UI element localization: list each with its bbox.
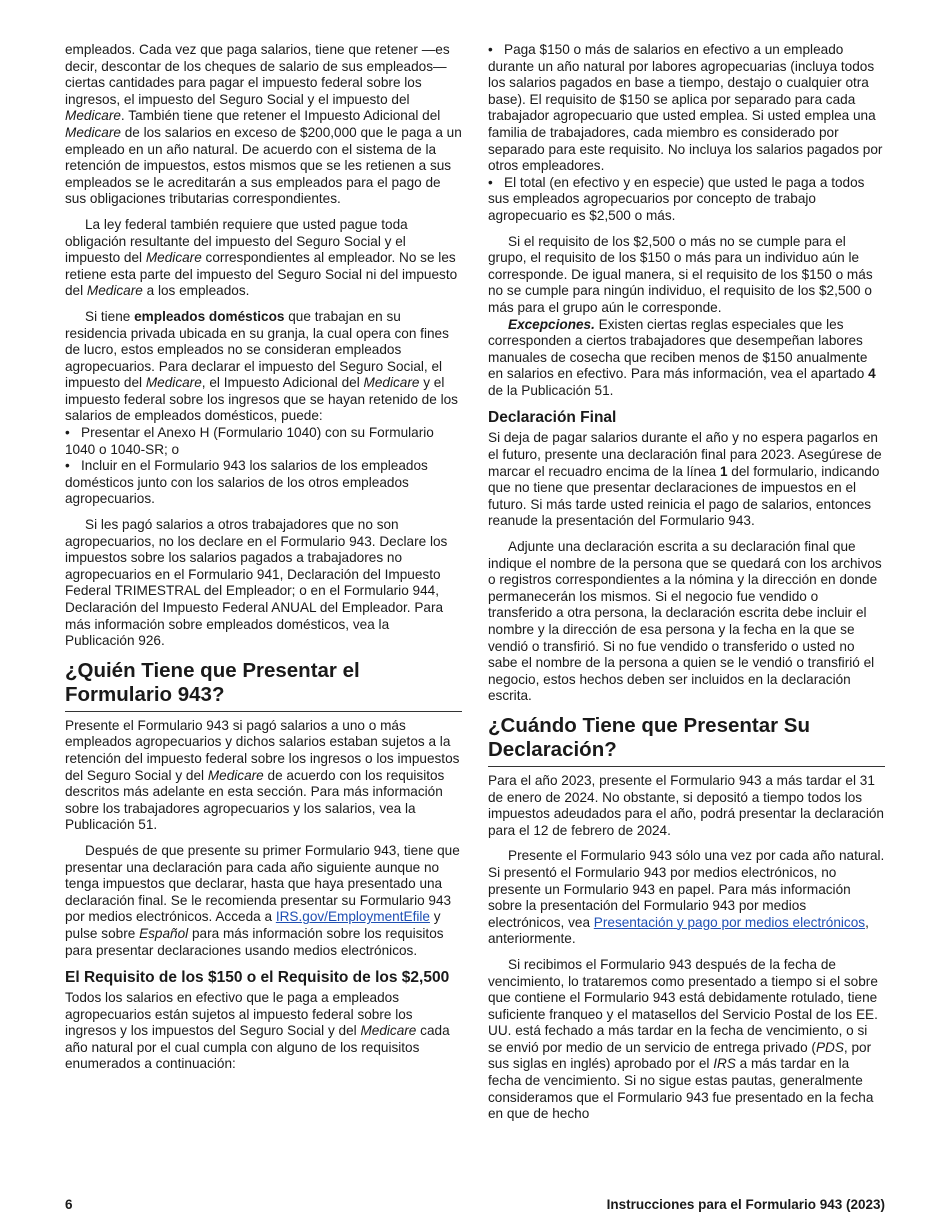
- bullet-icon: •: [65, 458, 70, 474]
- presentacion-pago-link[interactable]: Presentación y pago por medios electrónicos: [593, 914, 866, 930]
- right-column: [488, 42, 885, 1132]
- page-number: 6: [65, 1197, 73, 1212]
- paragraph-fecha-2023: Para el año 2023, presente el Formulario 943 a más tardar el 31 de enero de 2024. No obstante, si depositó a tiempo todos los impuestos adeudados para el año, podrá presentar la declaración para el 12 de febrero de 2024.: [488, 772, 884, 838]
- paragraph-no-agropecuarios: Si les pagó salarios a otros trabajadores que no son agropecuarios, no los declare en el Formulario 943. Declare los impuestos sobre los salarios pagados a trabajadores no agropecuarios en el Formulario 941, Declaración del Impuesto Federal TRIMESTRAL del Empleador; o en el Formulario 944, Declaración del Impuesto Federal ANUAL del Empleador. Para más información sobre empleados domésticos, vea la Publicación 926.: [65, 517, 448, 649]
- paragraph-presente-formulario: Presente el Formulario 943 si pagó salarios a uno o más empleados agropecuarios y dichos salarios estaban sujetos a la retención del impuesto federal sobre los ingresos o los impuestos del Seguro Social y del Medicare de acuerdo con los requisitos descritos más adelante en esta sección. Para más información sobre los trabajadores agropecuarios y los salarios, vea la Publicación 51.: [65, 717, 460, 833]
- heading-declaracion-final: Declaración Final: [488, 409, 617, 427]
- paragraph-salarios-efectivo: Todos los salarios en efectivo que le paga a empleados agropecuarios están sujetos al impuesto federal sobre los ingresos y los impuestos del Seguro Social y del Medicare cada año natural por el cual cumpla con alguno de los requisitos enumerados a continuación:: [65, 990, 450, 1072]
- bullet-icon: •: [65, 425, 70, 441]
- paragraph-ley-federal: La ley federal también requiere que usted pague toda obligación resultante del impuesto del Seguro Social y el impuesto del Medicare correspondientes al empleador. No se les retiene esta parte del impuesto del Seguro Social ni del impuesto del Medicare a los empleados.: [65, 216, 458, 299]
- paragraph-vencimiento: Si recibimos el Formulario 943 después de la fecha de vencimiento, lo trataremos como presentado a tiempo si el sobre que contiene el Formulario 943 está debidamente rotulado, tiene suficiente franqueo y el matasellos del Servicio Postal de los EE. UU. está fechado a más tardar en la fecha de vencimiento, o si se envió por medio de un servicio de entrega privado (PDS, por sus siglas en inglés) aprobado por el IRS a más tardar en la fecha de vencimiento. Si no sigue estas pautas, generalmente consideramos que el Formulario 943 fue presentado en la fecha en que de hecho: [488, 956, 878, 1122]
- bullet-item: • Incluir en el Formulario 943 los salarios de los empleados domésticos junto con los salarios de los otros empleados agropecuarios.: [65, 458, 428, 507]
- bullet-icon: •: [488, 42, 493, 57]
- heading-cuando-presentar: ¿Cuándo Tiene que Presentar Su Declaración?: [488, 714, 885, 767]
- bullet-item: • Presentar el Anexo H (Formulario 1040) con su Formulario 1040 o 1040-SR; o: [65, 425, 434, 457]
- paragraph-primer-formulario: Después de que presente su primer Formulario 943, tiene que presentar una declaración para cada año siguiente aunque no tenga impuestos que declarar, hasta que haya presentado una declaración final. Se le recomienda presentar su Formulario 943 por medios electrónicos. Acceda a IRS.gov/EmploymentEfile y pulse sobre Español para más información sobre los requisitos para presentar declaraciones usando medios electrónicos.: [65, 842, 460, 958]
- paragraph-empleados-domesticos: Si tiene empleados domésticos que trabajan en su residencia privada ubicada en su granja, la cual opera con fines de lucro, estos empleados no se consideran empleados agropecuarios. Para declarar el impuesto del Seguro Social, el impuesto del Medicare, el Impuesto Adicional del Medicare y el impuesto federal sobre los ingresos que se hayan retenido de los salarios de empleados domésticos, puede:: [65, 308, 458, 424]
- paragraph-retencion: empleados. Cada vez que paga salarios, tiene que retener —es decir, descontar de los cheques de salario de sus empleados— ciertas cantidades para pagar el impuesto federal sobre los ingresos, el impuesto del Seguro Social y el impuesto del Medicare. También tiene que retener el Impuesto Adicional del Medicare de los salarios en exceso de $200,000 que le paga a un empleado en un año natural. De acuerdo con el sistema de la retención de impuestos, estos mismos que se les retienen a sus empleados se le acreditarán a sus empleados para el pago de sus obligaciones tributarias correspondientes.: [65, 42, 462, 207]
- paragraph-una-vez: Presente el Formulario 943 sólo una vez por cada año natural. Si presentó el Formulario 943 por medios electrónicos, no presente un Formulario 943 en papel. Para más información sobre la presentación del Formulario 943 por medios electrónicos, vea Presentación y pago por medios electrónicos, anteriormente.: [488, 848, 885, 947]
- paragraph-declaracion-escrita: Adjunte una declaración escrita a su declaración final que indique el nombre de la persona que se quedará con los archivos o registros correspondientes a la nómina y la dirección en donde permanecerán los mismos. Si el negocio fue vendido o transferido a otra persona, la declaración escrita debe incluir el nombre y la dirección de esa persona y la fecha en la que se vendió o transfirió. Si no fue vendido o transferido o usted no sabe el nombre de la persona a quien se le vendió o transfirió el negocio, estos hechos deben ser incluidos en la declaración escrita.: [488, 539, 882, 704]
- heading-requisito: El Requisito de los $150 o el Requisito de los $2,500: [65, 969, 450, 987]
- paragraph-requisito-grupo: Si el requisito de los $2,500 o más no se cumple para el grupo, el requisito de los $150 o más para un individuo aún le corresponde. De igual manera, si el requisito de los $150 o más no se cumple para ningún individuo, el requisito de los $2,500 o más para el grupo aún le corresponde.: [488, 233, 873, 315]
- bullet-item: • El total (en efectivo y en especie) que usted le paga a todos sus empleados agropecuarios por concepto de trabajo agropecuario es $2,500 o más.: [488, 174, 865, 223]
- paragraph-excepciones: Excepciones. Existen ciertas reglas especiales que les corresponden a ciertos trabajadores que desempeñan labores manuales de cosecha que reciben menos de $150 anualmente en salarios en efectivo. Para más información, vea el apartado 4 de la Publicación 51.: [488, 316, 876, 398]
- paragraph-declaracion-final: Si deja de pagar salarios durante el año y no espera pagarlos en el futuro, presente una declaración final para 2023. Asegúrese de marcar el recuadro encima de la línea 1 del formulario, indicando que no tiene que presentar declaraciones de impuestos en el futuro. Si más tarde usted reinicia el pago de salarios, entonces reanude la presentación del Formulario 943.: [488, 430, 882, 529]
- bullet-icon: •: [488, 174, 493, 190]
- heading-quien-presenta: ¿Quién Tiene que Presentar el Formulario 943?: [65, 659, 462, 712]
- left-column: [65, 42, 462, 1082]
- bullet-item: • Paga $150 o más de salarios en efectivo a un empleado durante un año natural por labores agropecuarias (incluya todos los salarios pagados en base a tiempo, destajo o cualquier otra base). El requisito de $150 se aplica por separado para cada trabajador agropecuario que usted emplea. Si usted emplea una familia de trabajadores, cada miembro es considerado por separado para este requisito. No incluya los salarios pagados por otros empleadores.: [488, 42, 883, 174]
- document-title: Instrucciones para el Formulario 943 (2023): [606, 1197, 885, 1212]
- irs-efile-link[interactable]: IRS.gov/EmploymentEfile: [275, 909, 430, 925]
